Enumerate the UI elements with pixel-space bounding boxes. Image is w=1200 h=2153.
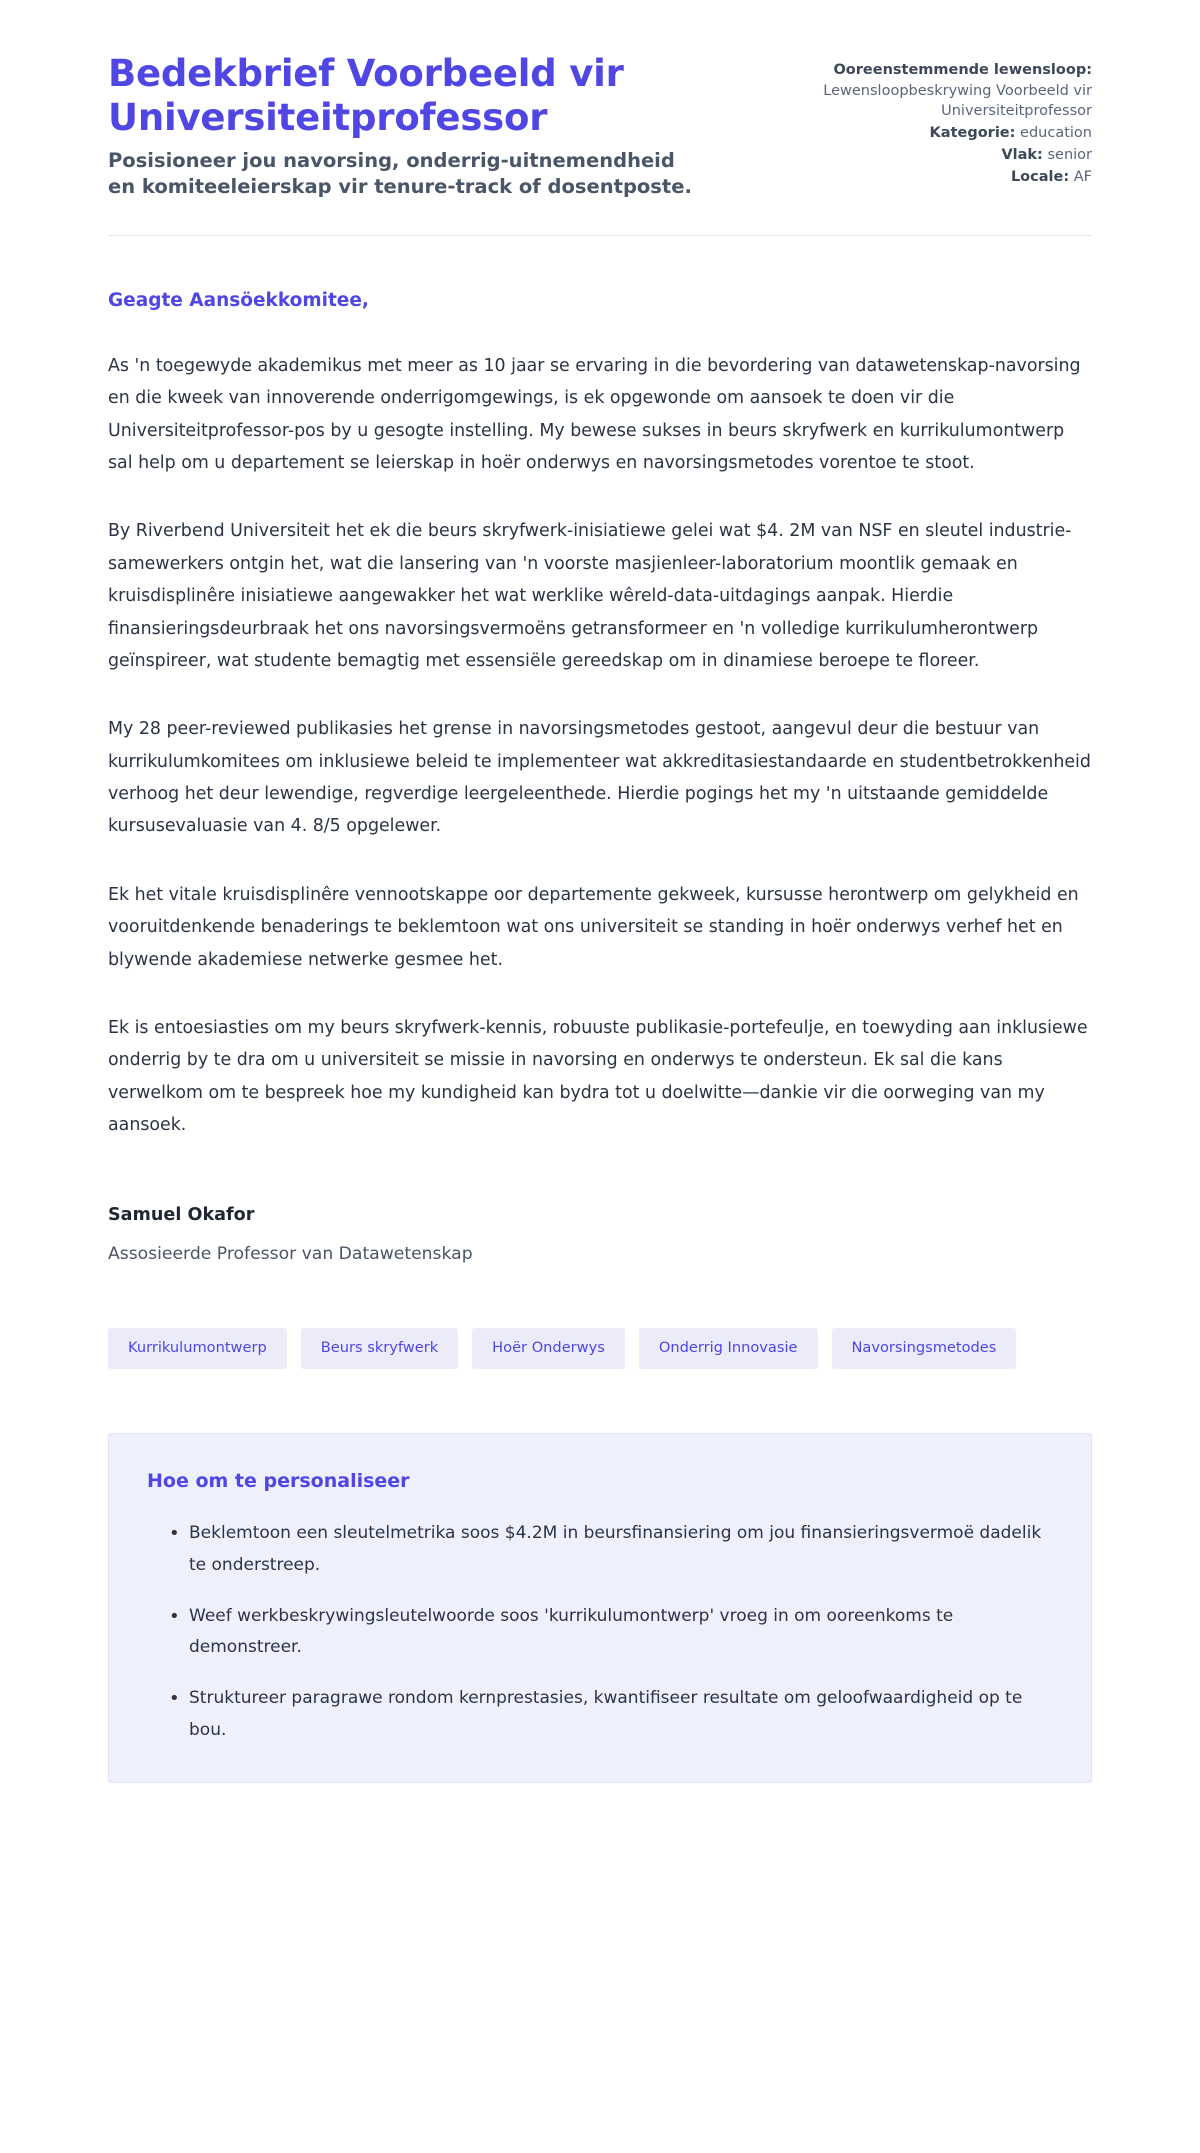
callout-list	[147, 1518, 1053, 1746]
level-value: senior	[1047, 146, 1092, 163]
letter-paragraph: My 28 peer-reviewed publikasies het grense in navorsingsmetodes gestoot, aangevul deur die bestuur van kurrikulumkomitees om inklusiewe beleid te implementeer wat akkreditasiestandaarde en studentbetrokkenheid verhoog het deur lewendige, regverdige leergeleenthede. Hierdie pogings het my 'n uitstaande gemiddelde kursusevaluasie van 4. 8/5 opgelewer.	[108, 719, 1091, 837]
list-item: • Beklemtoon een sleutelmetrika soos $4.2M in beursfinansiering om jou finansieringsvermoë dadelik te onderstreep.	[169, 1518, 1053, 1581]
category-value: education	[1020, 124, 1092, 141]
letter-body	[108, 236, 1092, 1141]
header-title-block	[108, 52, 708, 199]
metadata-level-row	[762, 144, 1092, 166]
tag-chip[interactable]: Onderrig Innovasie	[639, 1328, 818, 1369]
document-header	[108, 52, 1092, 199]
list-item: • Weef werkbeskrywingsleutelwoorde soos 'kurrikulumontwerp' vroeg in om ooreenkoms te demonstreer.	[169, 1601, 1053, 1664]
page-subtitle: Posisioneer jou navorsing, onderrig-uitnemendheid en komiteeleierskap vir tenure-track of dosentposte.	[108, 149, 692, 198]
letter-paragraph: Ek is entoesiasties om my beurs skryfwerk-kennis, robuuste publikasie-portefeulje, en toewyding aan inklusiewe onderrig by te dra om u universiteit se missie in navorsing en onderwys te ondersteun. Ek sal die kans verwelkom om te bespreek hoe my kundigheid kan bydra tot u doelwitte—dankie vir die oorweging van my aansoek.	[108, 1017, 1088, 1136]
list-item: • Struktureer paragrawe rondom kernprestasies, kwantifiseer resultate om geloofwaardigheid op te bou.	[169, 1683, 1053, 1746]
document-metadata	[762, 52, 1092, 188]
tag-list	[108, 1328, 1092, 1369]
matching-resume-value: Lewensloopbeskrywing Voorbeeld vir Universiteitprofessor	[823, 82, 1092, 120]
tag-chip[interactable]: Beurs skryfwerk	[301, 1328, 458, 1369]
signature-name: Samuel Okafor	[108, 1205, 255, 1226]
callout-title: Hoe om te personaliseer	[147, 1469, 410, 1492]
locale-label: Locale:	[1010, 168, 1070, 185]
metadata-category-row	[762, 122, 1092, 144]
letter-paragraph: Ek het vitale kruisdisplinêre vennootskappe oor departemente gekweek, kursusse herontwerp om gelykheid en vooruitdenkende benaderings te beklemtoon wat ons universiteit se standing in hoër onderwys verhef het en blywende akademiese netwerke gesmee het.	[108, 884, 1079, 970]
letter-paragraph: By Riverbend Universiteit het ek die beurs skryfwerk-inisiatiewe gelei wat $4. 2M van NSF en sleutel industrie-samewerkers ontgin het, wat die lansering van 'n voorste masjienleer-laboratorium moontlik gemaak en kruisdisplinêre inisiatiewe aangewakker het wat werklike wêreld-data-uitdagings aanpak. Hierdie finansieringsdeurbraak het ons navorsingsvermoëns getransformeer en 'n volledige kurrikulumherontwerp geïnspireer, wat studente bemagtig met essensiële gereedskap om in dinamiese beroepe te floreer.	[108, 521, 1072, 671]
signature-block	[108, 1203, 1092, 1266]
tag-chip[interactable]: Navorsingsmetodes	[832, 1328, 1017, 1369]
metadata-locale-row	[762, 166, 1092, 188]
page-title: Bedekbrief Voorbeeld vir Universiteitprofessor	[108, 52, 624, 139]
personalization-callout	[108, 1433, 1092, 1783]
tag-chip[interactable]: Kurrikulumontwerp	[108, 1328, 287, 1369]
locale-value: AF	[1073, 168, 1092, 185]
level-label: Vlak:	[1001, 146, 1043, 163]
tag-chip[interactable]: Hoër Onderwys	[472, 1328, 625, 1369]
letter-paragraph: As 'n toegewyde akademikus met meer as 10 jaar se ervaring in die bevordering van datawetenskap-navorsing en die kweek van innoverende onderrigomgewings, is ek opgewonde om aansoek te doen vir die Universiteitprofessor-pos by u gesogte instelling. My bewese sukses in beurs skryfwerk en kurrikulumontwerp sal help om u departement se leierskap in hoër onderwys en navorsingsmetodes vorentoe te stoot.	[108, 355, 1081, 474]
signature-role: Assosieerde Professor van Datawetenskap	[108, 1244, 473, 1265]
category-label: Kategorie:	[929, 124, 1016, 141]
matching-resume-label: Ooreenstemmende lewensloop:	[833, 62, 1092, 78]
letter-salutation: Geagte Aansöekkomitee,	[108, 290, 369, 311]
